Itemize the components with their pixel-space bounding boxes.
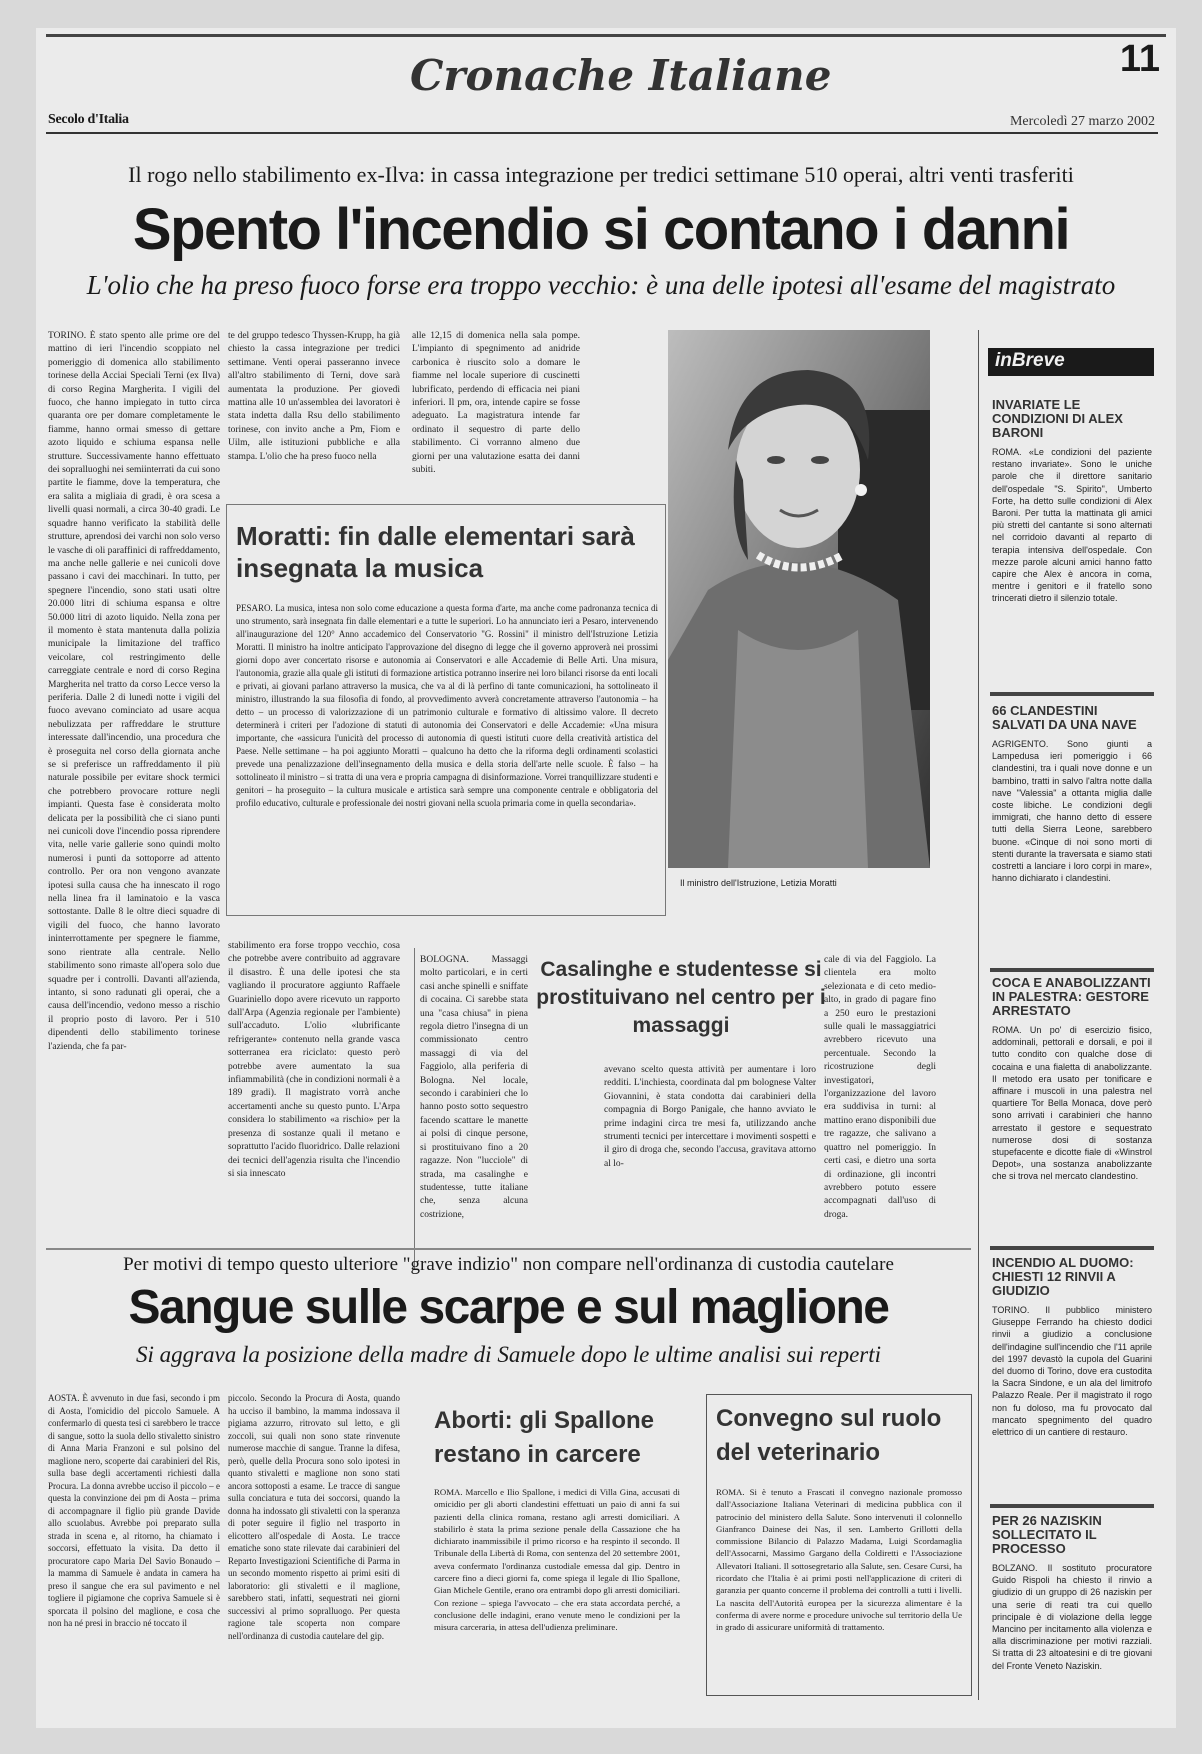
brief-divider [990,968,1154,972]
brief-divider [990,1504,1154,1508]
brief-2-headline: 66 CLANDESTINI SALVATI DA UNA NAVE [992,704,1137,732]
story1-col1: TORINO. È stato spento alle prime ore del mattino di ieri l'incendio scoppiato nel pomeriggio di domenica allo stabilimento torinese della Acciai Speciali Terni (ex Ilva) di corso Regina Margherita. I vigili del fuoco, che hanno impiegato in tutto circa quaranta ore per domare completamente le fiamme, hanno ormai smesso di gettare azoto liquido e schiuma espansa nelle strutture. Successivamente hanno effettuato dei sopralluoghi nei semiinterrati da cui sono partite le fiamme, dove la temperatura, che era salita a migliaia di gradi, è ora scesa a livelli quasi normali, a circa 30-40 gradi. Le squadre hanno verificato la stabilità delle strutture, aprendosi dei varchi non solo verso le vasche di oli paraffinici di raffreddamento, ma anche nelle gallerie e nei cunicoli dove passano i cavi dei macchinari. In tutto, per spegnere l'incendio, sono stati usati oltre 20.000 litri di schiuma espansa e oltre 50.000 litri di azoto liquido. Nella zona per il momento è stata mantenuta dalla polizia municipale la limitazione del traffico veicolare, col restringimento delle carreggiate centrale e nord di corso Regina Margherita nel tratto da corso Lecce verso la periferia. Dalle 2 di lunedì notte i vigili del fuoco avevano cominciato ad usare acqua nebulizzata per raffreddare le strutture interessate dall'incendio, una procedura che è proseguita nel corso della giornata anche se si preferisce un raffreddamento il più naturale possibile per evitare shock termici che potrebbero provocare rotture negli impianti. Questa fase è considerata molto delicata per la possibilità che ci siano punti nei cunicoli dove l'incendio possa riprendere vita, nelle varie gallerie sono quindi molto numerosi i punti da sottoporre ad attento controllo. Per ora non vengono avanzate ipotesi sulla causa che ha innescato il rogo nella linea fra il laminatoio e la vasca sottostante. Dalle 8 le oltre dieci squadre di vigili del fuoco, che hanno lavorato ininterrottamente per spegnere le fiamme, sono rientrate alla centrale. Nello stabilimento sono rimaste all'opera solo due squadre per i controlli. Davanti all'azienda, intanto, si sono radunati gli operai, che a causa dell'incendio, vedono messo a rischio il proprio posto di lavoro. Per i 510 dipendenti dello stabilimento torinese l'azienda, che fa par- [48,331,220,1052]
portrait-illustration [668,330,930,868]
story2-headline: Sangue sulle scarpe e sul maglione [128,1281,889,1334]
brief-3 [992,976,1152,1246]
veterinario-headline: Convegno sul ruolo del veterinario [716,1405,942,1466]
section-title: Cronache Italiane [410,51,832,100]
brief-divider [990,1246,1154,1250]
brief-4 [992,1256,1152,1498]
top-rule [46,34,1166,37]
brief-4-text: TORINO. Il pubblico ministero Giuseppe Ferrando ha chiesto dodici rinvii a giudizio a conclusione dell'indagine sull'incendio che l'11 aprile del 1997 devastò la cupola del Guarini del duomo di Torino, dove era custodita la Sacra Sindone, e un ala del limitrofo Palazzo Reale. Per il magistrato il rogo non fu doloso, ma fu provocato dal mancato spegnimento del quadro elettrico di un cantiere di restauro. [992,1305,1152,1438]
story1-subhead: L'olio che ha preso fuoco forse era troppo vecchio: è una delle ipotesi all'esame del magistrato [86,270,1116,300]
brief-3-text: ROMA. Un po' di esercizio fisico, addominali, pettorali e dorsali, e poi il tutto condito con qualche dose di cocaina e una fialetta di anabolizzante. Il metodo era usato per tonificare e affinare i muscoli in una palestra nel quartiere Tor Bella Monaca, dove però sono arrivati i carabinieri che hanno arrestato il gestore e sequestrato numerose dosi di sostanza stupefacente e dicotte fiale di «Winstrol Depot», una sostanza anabolizzante che si trova nel mercato clandestino. [992,1025,1152,1182]
masthead-rule [46,132,1158,134]
bologna-col3: cale di via del Faggiolo. La clientela era molto selezionata e di ceto medio-alto, in grado di pagare fino a 250 euro le prestazioni sulle quali le massaggiatrici avrebbero ricevuto una percentuale. Secondo la ricostruzione degli investigatori, l'organizzazione del lavoro era suddivisa in turni: al mattino erano disponibili due tre ragazze, che salivano a quattro nel pomeriggio. In certi casi, e dietro una sorta di ordinazione, gli incontri avrebbero potuto essere accompagnati dall'uso di droga. [824,955,936,1220]
brief-5-headline: PER 26 NAZISKIN SOLLECITATO IL PROCESSO [992,1514,1102,1556]
story2-subhead: Si aggrava la posizione della madre di Samuele dopo le ultime analisi sui reperti [135,1342,882,1367]
sidebar-label: inBreve [995,350,1065,371]
newspaper-name: Secolo d'Italia [48,112,129,127]
brief-2 [992,704,1152,974]
brief-5-text: BOLZANO. Il sostituto procuratore Guido Rispoli ha chiesto il rinvio a giudizio di un gruppo di 26 naziskin per una serie di reati tra cui quello principale è di violazione della legge Mancino per incitamento alla violenza e alla discriminazione per motivi razziali. Si tratta di 23 altoatesini e di tre giovani del Fronte Veneto Naziskin. [992,1563,1152,1671]
story1-col3: alle 12,15 di domenica nella sala pompe. L'impianto di spegnimento ad anidride carbonica è riuscito solo a domare le fiamme nel locale superiore di cuscinetti lubrificato, perdendo di efficacia nei piani inferiori. Il pm, ora, intende capire se fosse adeguato. La magistratura intende far ordinato il sequestro di parte dello stabilimento. Ci vorranno almeno due giorni per una valutazione esatta dei danni subiti. [412,331,580,476]
moratti-headline: Moratti: fin dalle elementari sarà insegnata la musica [236,521,635,583]
bologna-left-rule [414,948,415,1270]
moratti-photo [668,330,930,868]
aborti-headline: Aborti: gli Spallone restano in carcere [434,1407,654,1468]
sidebar-rule [978,330,979,1700]
bologna-headline: Casalinghe e studentesse si prostituivano nel centro per i massaggi [536,958,826,1037]
story1-kicker: Il rogo nello stabilimento ex-Ilva: in cassa integrazione per tredici settimane 510 operai, altri venti trasferiti [128,162,1074,187]
brief-divider [990,692,1154,696]
photo-caption: Il ministro dell'Istruzione, Letizia Moratti [680,878,837,888]
brief-5 [992,1514,1152,1704]
bologna-col1: BOLOGNA. Massaggi molto particolari, e in certi casi anche spinelli e sniffate di cocaina. Ci sarebbe stata una "casa chiusa" in piena regola dietro l'insegna di un commissionato centro massaggi di via del Faggiolo, alla periferia di Bologna. Nel locale, secondo i carabinieri che lo hanno posto sotto sequestro facendo scattare le manette ai polsi di cinque persone, si prostituivano fino a 20 ragazze. Non "lucciole" di strada, ma casalinghe e studentesse, tutte italiane che, senza alcuna costrizione, [420,955,528,1220]
brief-1-headline: INVARIATE LE CONDIZIONI DI ALEX BARONI [992,398,1123,440]
story2-col1: AOSTA. È avvenuto in due fasi, secondo i pm di Aosta, l'omicidio del piccolo Samuele. A confermarlo di questa tesi ci sarebbero le tracce di sangue, sotto la suola dello stivaletto sinistro di Anna Maria Franzoni e sul polsino del maglione nero, scoperte dai carabinieri del Ris, sulla base degli accertamenti richiesti dalla Procura. La donna avrebbe ucciso il piccolo – e questa la convinzione dei pm di Aosta – prima di accompagnare il figlio più grande Davide allo scuolabus. Avrebbe poi preparato sulla strada in scena e, al ritorno, ha chiamato i soccorsi, effettuato la visita. Da detto il procuratore capo Maria Del Savio Bonaudo – la mamma di Samuele è andata in camera ha preso il sangue che era sul pavimento e nel togliere il pigiamone che copriva Samuele si è sporcata il polsino del maglione, e cosa che non ha né presi in braccio né toccato il [48,1393,220,1628]
moratti-text: PESARO. La musica, intesa non solo come educazione a questa forma d'arte, ma anche come padronanza tecnica di uno strumento, sarà insegnata fin dalle elementari e a tutte le superiori. Lo ha annunciato ieri a Pesaro, intervenendo all'inaugurazione del 120° Anno accademico del Conservatorio "G. Rossini" il ministro dell'Istruzione Letizia Moratti. Il ministro ha inoltre anticipato l'approvazione del disegno di legge che il governo approverà nei prossimi giorni dopo aver concertato risorse e autonomia ai Conservatori e alle Accademie di Belle Arti. Una misura, l'autonomia, grazie alla quale gli istituti di formazione artistica potranno inserire nei loro bilanci risorse da enti locali e privati, ai giovani parlano attraverso la musica, che va al di là perfino di tante comunicazioni, ha sottolineato il ministro, illustrando la sua filosofia di fondo, al provvedimento avverà concretamente attraverso l'autonomia – ha detto – un processo di valorizzazione di un patrimonio culturale e formativo di altissimo valore. Il decreto determinerà i criteri per l'adozione di statuti di autonomia dei Conservatori e delle Accademie: «Una misura importante, che «assicura l'unicità del processo di autonomia di questi istituti cuore della creatività artistica del Paese. Nelle settimane – ha poi aggiunto Moratti – qualcuno ha detto che la riforma degli ordinamenti scolastici prevede una penalizzazione dell'insegnamento della musica e della storia dell'arte nelle scuole. È falso – ha sottolineato il ministro – si tratta di una vera e propria campagna di disinformazione. Vorrei tranquillizzare studenti e genitori – ha proseguito – la cultura musicale e artistica sarà sempre una componente centrale e obbligatoria del profilo educativo, culturale e professionale dei nostri giovani nella scuola primaria come in quella secondaria». [236,603,658,808]
story1-col2: te del gruppo tedesco Thyssen-Krupp, ha già chiesto la cassa integrazione per tredici settimane. Venti operai passeranno invece all'altro stabilimento di Terni, dove sarà aumentata la produzione. Per giovedì mattina alle 10 un'assemblea dei lavoratori è stata indetta dalla Rsu dello stabilimento torinese, con invito anche a Pm, Fiom e Uilm, alle istituzioni pubbliche e alla stampa. L'olio che ha preso fuoco nella [228,331,400,462]
brief-4-headline: INCENDIO AL DUOMO: CHIESTI 12 RINVII A GIUDIZIO [992,1256,1134,1298]
page-number: 11 [1119,38,1160,80]
aborti-text: ROMA. Marcello e Ilio Spallone, i medici di Villa Gina, accusati di omicidio per gli aborti clandestini effettuati un paio di anni fa sui pazienti della clinica romana, restano agli arresti domiciliari. A stabilirlo è stata la prima sezione penale della Cassazione che ha dichiarato inammissibile il primo ricorso e ha respinto il secondo. Il Tribunale della Libertà di Roma, con sentenza del 20 settembre 2001, aveva confermato l'ordinanza custodiale emessa dal gip. Dentro in carcere fino a dieci giorni fa, come spiega il legale di Ilio Spallone, Gian Michele Gentile, erano ora entrambi dopo gli arresti domiciliari. Con rezione – spiega l'avvocato – che era stata accordata perché, a conclusione delle indagini, erano venute meno le condizioni per la misura carceraria, in attesa dell'udienza preliminare. [434,1487,680,1633]
story1-col-continued: stabilimento era forse troppo vecchio, cosa che potrebbe avere contribuito ad aggravare il disastro. È una delle ipotesi che sta vagliando il procuratore aggiunto Raffaele Guariniello dopo avere ricevuto un rapporto dall'Arpa (Agenzia regionale per l'ambiente) sull'accaduto. L'olio «lubrificante refrigerante» contenuto nella grande vasca sotterranea era riciclato: questo però potrebbe avere aumentato la sua infiammabilità (che in condizioni normali è a 189 gradi). Il magistrato vorrà anche accertamenti anche su questo punto. L'Arpa considera lo stabilimento «a rischio» per la presenza di sostanze quali il metano e soprattutto l'acido fluoridrico. Dalle relazioni dei tecnici dell'agenzia risulta che l'incendio si sia innescato [228,941,400,1179]
brief-3-headline: COCA E ANABOLIZZANTI IN PALESTRA: GESTORE ARRESTATO [992,976,1151,1018]
brief-1 [992,398,1152,680]
story2-col2: piccolo. Secondo la Procura di Aosta, quando ha ucciso il bambino, la mamma indossava il pigiama azzurro, ritrovato sul letto, e gli zoccoli, sui quali non sono state rinvenute numerose macchie di sangue. Tranne la difesa, però, quelle della Procura sono solo ipotesi in quanto stivaletti e maglione non sono stati ancora sottoposti a esame. Le tracce di sangue sulla conciatura e tuta dei soccorsi, quando la donna ha indossato gli stivaletti con la speranza di poter seguire il figlio nel trasporto in elicottero all'ospedale di Aosta. Le tracce ematiche sono state rilevate dai carabinieri del Reparto Investigazioni Scientifiche di Parma in un secondo momento rispetto ai primi esiti di laboratorio: gli stivaletti e il maglione, sarebbero stati, infatti, sequestrati nei giorni successivi al primo sopralluogo. Per questa ragione tale scoperta non compare nell'ordinanza di custodia cautelare del gip. [228,1393,400,1641]
story2-kicker: Per motivi di tempo questo ulteriore "grave indizio" non compare nell'ordinanza di custodia cautelare [123,1254,894,1275]
story1-headline: Spento l'incendio si contano i danni [132,197,1070,262]
story2-top-rule [46,1248,971,1250]
brief-1-text: ROMA. «Le condizioni del paziente restano invariate». Sono le uniche parole che il direttore sanitario dell'ospedale "S. Spirito", Umberto Forte, ha detto sulle condizioni di Alex Baroni. Per tutta la mattinata gli amici più stretti del cantante si sono alternati nel corridoio davanti al reparto di terapia intensiva dell'ospedale. Con mezze parole alcuni amici hanno fatto capire che Alex è ancora in coma, mentre i genitori e il fratello sono trincerati dietro il silenzio totale. [992,447,1152,604]
bologna-col2: avevano scelto questa attività per aumentare i loro redditi. L'inchiesta, coordinata dal pm bolognese Valter Giovannini, è stata condotta dai carabinieri della compagnia di Borgo Panigale, che hanno avviato le prime indagini circa tre mesi fa, utilizzando anche strumenti tecnici per intercettare i movimenti sospetti e il giro di droga che, secondo l'accusa, gravitava attorno al lo- [604,1065,816,1169]
brief-2-text: AGRIGENTO. Sono giunti a Lampedusa ieri pomeriggio i 66 clandestini, tra i quali nove donne e un bambino, tratti in salvo l'altra notte dalla nave "Valessia" a ottanta miglia dalle coste libiche. Le condizioni degli immigrati, che hanno detto di essere tutti della Sierra Leone, sarebbero buone. «Cinque di noi sono morti di stenti durante la traversata e siamo stati costretti a lanciare i loro corpi in mare», hanno dichiarato i clandestini. [992,739,1152,884]
issue-date: Mercoledì 27 marzo 2002 [1009,114,1155,129]
veterinario-text: ROMA. Si è tenuto a Frascati il convegno nazionale promosso dall'Associazione Italiana Veterinari di medicina pubblica con il patrocinio del ministero della Salute. Sono intervenuti il colonnello Gianfranco Dainese dei Nas, il sen. Lamberto Grillotti della commissione Bilancio di Palazzo Madama, Luigi Scordamaglia dell'Assocarni, Massimo Gargano della Coldiretti e l'Associazione Allevatori Italiani. Il sottosegretario alla Salute, sen. Cesare Cursi, ha ricordato che l'Italia è ai primi posti nell'applicazione di criteri di garanzia per quanto concerne il problema dei controlli a tutti i livelli. La nascita dell'Autorità europea per la sicurezza alimentare è la conferma di avere norme e procedure univoche sul territorio della Ue in grado di assicurare uniformità di trattamento. [716,1487,962,1633]
